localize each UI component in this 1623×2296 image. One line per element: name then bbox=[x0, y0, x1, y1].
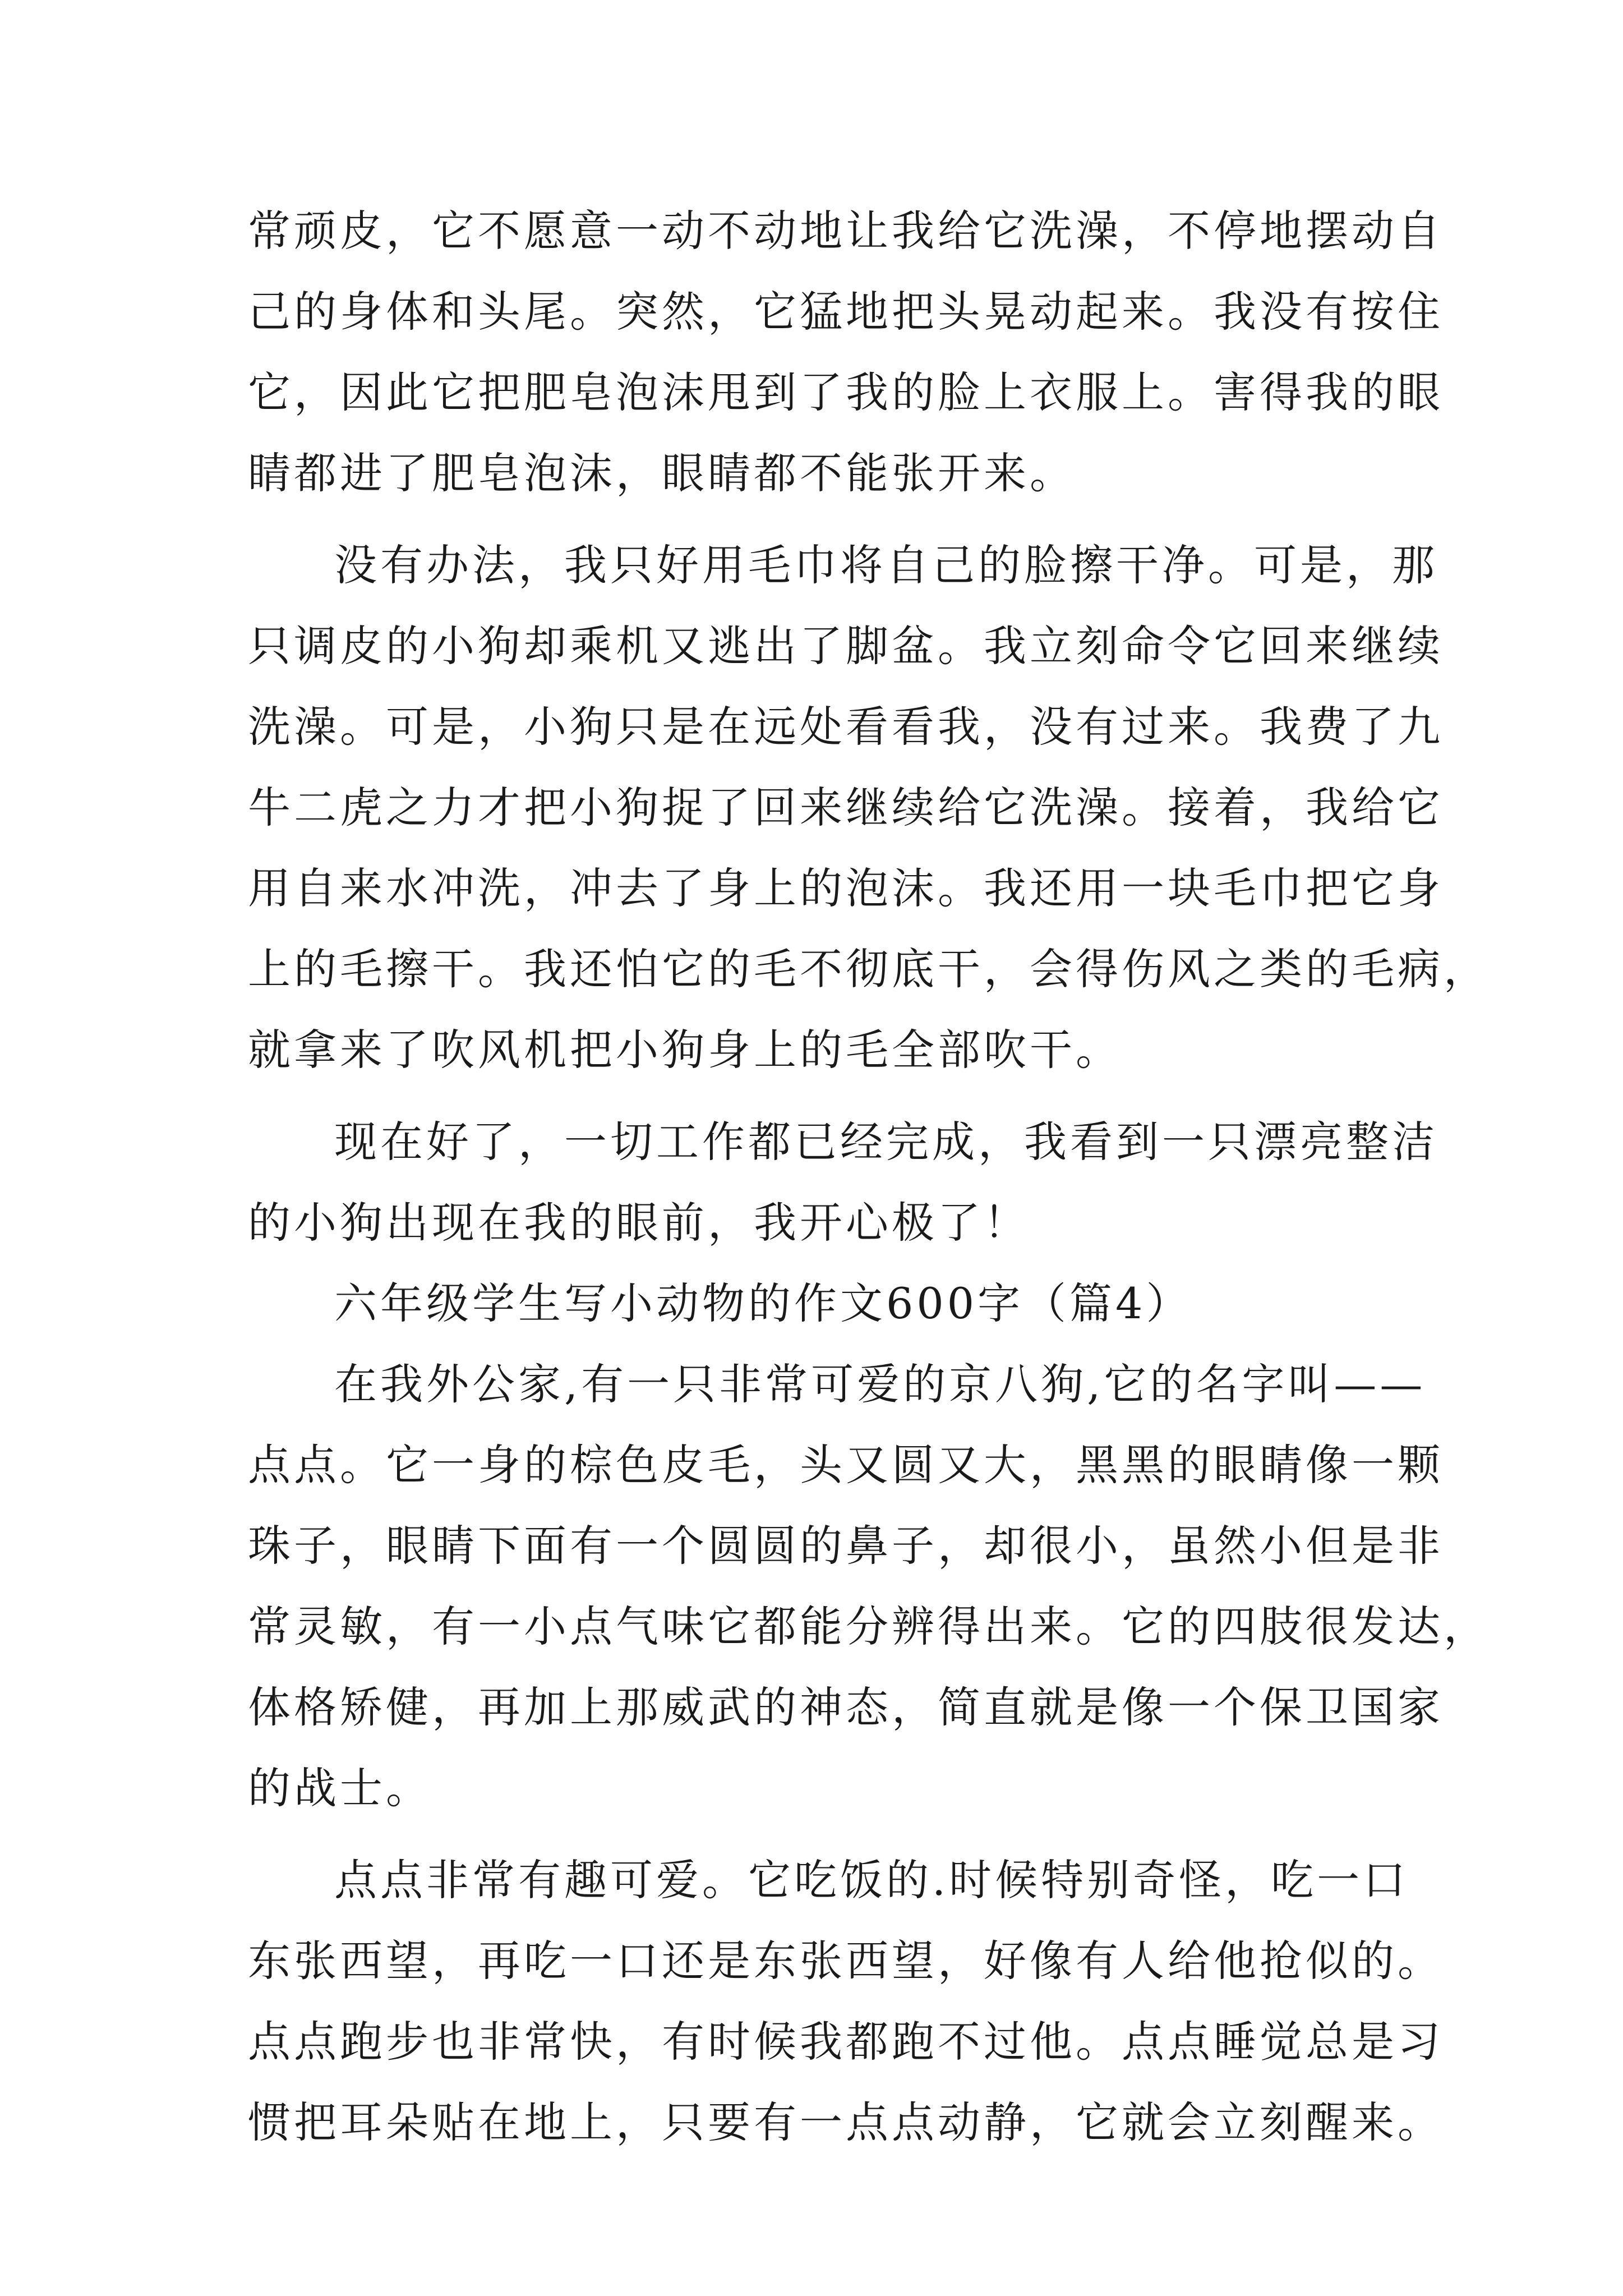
paragraph-gap bbox=[248, 1091, 1403, 1102]
text-line: 常顽皮，它不愿意一动不动地让我给它洗澡，不停地摆动自 bbox=[248, 206, 1444, 256]
text-line: 点点跑步也非常快，有时候我都跑不过他。点点睡觉总是习 bbox=[248, 2017, 1444, 2067]
text-line: 现在好了，一切工作都已经完成，我看到一只漂亮整洁 bbox=[334, 1117, 1438, 1167]
text-line: 的小狗出现在我的眼前，我开心极了！ bbox=[248, 1198, 1030, 1248]
text-line: 它，因此它把肥皂泡沫甩到了我的脸上衣服上。害得我的眼 bbox=[248, 367, 1444, 417]
text-line: 睛都进了肥皂泡沫，眼睛都不能张开来。 bbox=[248, 448, 1076, 498]
paragraph-gap bbox=[248, 1829, 1403, 1840]
section-heading: 六年级学生写小动物的作文600字（篇4） bbox=[334, 1278, 1192, 1328]
essay-body bbox=[248, 191, 1490, 2163]
text-line: 惯把耳朵贴在地上，只要有一点点动静，它就会立刻醒来。 bbox=[248, 2097, 1444, 2147]
text-line: 牛二虎之力才把小狗捉了回来继续给它洗澡。接着，我给它 bbox=[248, 783, 1444, 832]
text-line: 上的毛擦干。我还怕它的毛不彻底干，会得伤风之类的毛病， bbox=[248, 944, 1490, 994]
text-line: 点点。它一身的棕色皮毛，头又圆又大，黑黑的眼睛像一颗 bbox=[248, 1440, 1444, 1490]
text-line: 点点非常有趣可爱。它吃饭的.时候特别奇怪，吃一口 bbox=[334, 1855, 1409, 1905]
text-line: 体格矫健，再加上那威武的神态，简直就是像一个保卫国家 bbox=[248, 1682, 1444, 1732]
text-line: 用自来水冲洗，冲去了身上的泡沫。我还用一块毛巾把它身 bbox=[248, 863, 1444, 913]
text-line: 己的身体和头尾。突然，它猛地把头晃动起来。我没有按住 bbox=[248, 287, 1444, 337]
text-line: 就拿来了吹风机把小狗身上的毛全部吹干。 bbox=[248, 1025, 1122, 1075]
text-line: 珠子，眼睛下面有一个圆圆的鼻子，却很小，虽然小但是非 bbox=[248, 1521, 1444, 1571]
text-line: 洗澡。可是，小狗只是在远处看看我，没有过来。我费了九 bbox=[248, 702, 1444, 752]
text-line: 没有办法，我只好用毛巾将自己的脸擦干净。可是，那 bbox=[334, 540, 1438, 590]
text-line: 常灵敏，有一小点气味它都能分辨得出来。它的四肢很发达， bbox=[248, 1602, 1490, 1651]
text-line: 在我外公家,有一只非常可爱的京八狗,它的名字叫—— bbox=[334, 1359, 1426, 1409]
paragraph-gap bbox=[248, 514, 1403, 525]
text-line: 东张西望，再吃一口还是东张西望，好像有人给他抢似的。 bbox=[248, 1936, 1444, 1986]
text-line: 的战士。 bbox=[248, 1763, 432, 1813]
text-line: 只调皮的小狗却乘机又逃出了脚盆。我立刻命令它回来继续 bbox=[248, 621, 1444, 671]
